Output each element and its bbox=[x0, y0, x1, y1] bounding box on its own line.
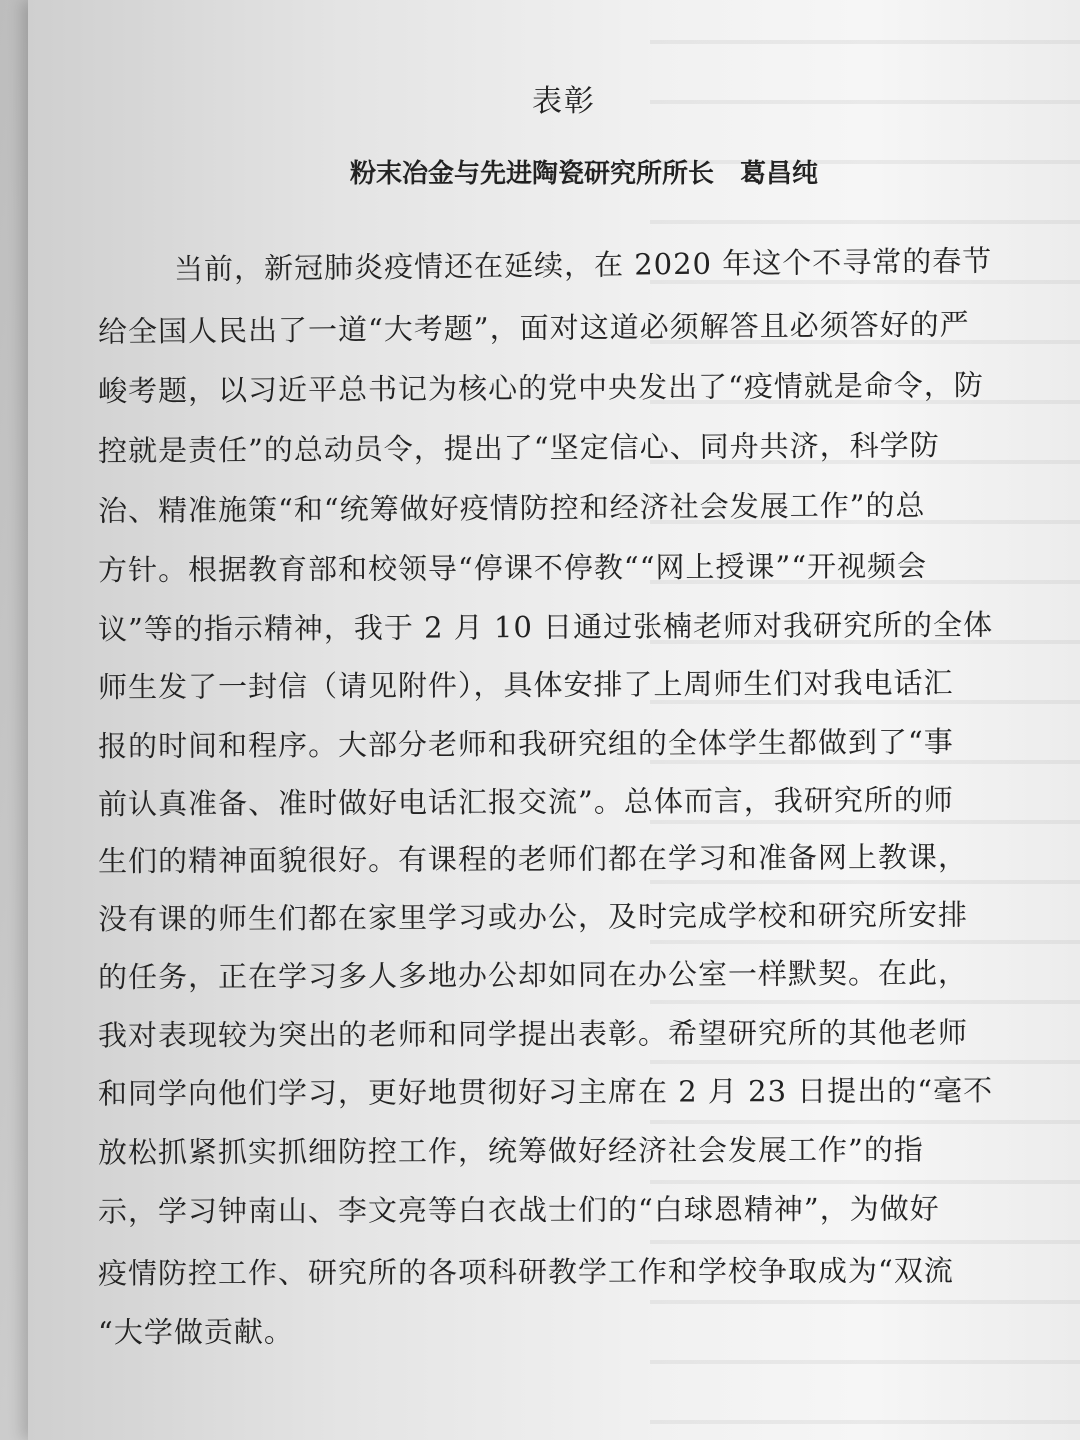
body-line: 峻考题，以习近平总书记为核心的党中央发出了“疫情就是命令，防 bbox=[97, 367, 984, 409]
paper-sheet bbox=[28, 0, 1080, 1440]
body-line: 我对表现较为突出的老师和同学提出表彰。希望研究所的其他老师 bbox=[97, 1015, 969, 1053]
body-line: 师生发了一封信（请见附件），具体安排了上周师生们对我电话汇 bbox=[97, 665, 954, 705]
body-line: 前认真准备、准时做好电话汇报交流”。总体而言，我研究所的师 bbox=[97, 782, 954, 822]
body-line: 议”等的指示精神，我于 2 月 10 日通过张楠老师对我研究所的全体 bbox=[97, 607, 994, 647]
body-line: 的任务，正在学习多人多地办公却如同在办公室一样默契。在此， bbox=[97, 955, 969, 995]
document-body bbox=[28, 0, 1080, 1440]
body-line: 疫情防控工作、研究所的各项科研教学工作和学校争取成为“双流 bbox=[97, 1253, 954, 1291]
body-line: 和同学向他们学习，更好地贯彻好习主席在 2 月 23 日提出的“毫不 bbox=[97, 1073, 994, 1111]
body-line: 治、精准施策“和“统筹做好疫情防控和经济社会发展工作”的总 bbox=[97, 488, 926, 528]
body-line: 控就是责任”的总动员令，提出了“坚定信心、同舟共济，科学防 bbox=[97, 428, 940, 468]
body-line: 给全国人民出了一道“大考题”，面对这道必须解答且必须答好的严 bbox=[97, 307, 970, 349]
body-line: “大学做贡献。 bbox=[97, 1314, 294, 1350]
body-line: 当前，新冠肺炎疫情还在延续，在 2020 年这个不寻常的春节 bbox=[173, 243, 993, 287]
body-line: 放松抓紧抓实抓细防控工作，统筹做好经济社会发展工作”的指 bbox=[97, 1132, 924, 1170]
body-line: 方针。根据教育部和校领导“停课不停教““网上授课”“开视频会 bbox=[97, 548, 928, 588]
document-title: 表彰 bbox=[532, 84, 596, 119]
body-line: 生们的精神面貌很好。有课程的老师们都在学习和准备网上教课， bbox=[97, 839, 969, 879]
body-line: 报的时间和程序。大部分老师和我研究组的全体学生都做到了“事 bbox=[97, 724, 954, 764]
body-line: 示，学习钟南山、李文亮等白衣战士们的“白球恩精神”，为做好 bbox=[97, 1191, 940, 1229]
author-line: 粉末冶金与先进陶瓷研究所所长 葛昌纯 bbox=[349, 159, 818, 189]
body-line: 没有课的师生们都在家里学习或办公，及时完成学校和研究所安排 bbox=[97, 897, 969, 937]
